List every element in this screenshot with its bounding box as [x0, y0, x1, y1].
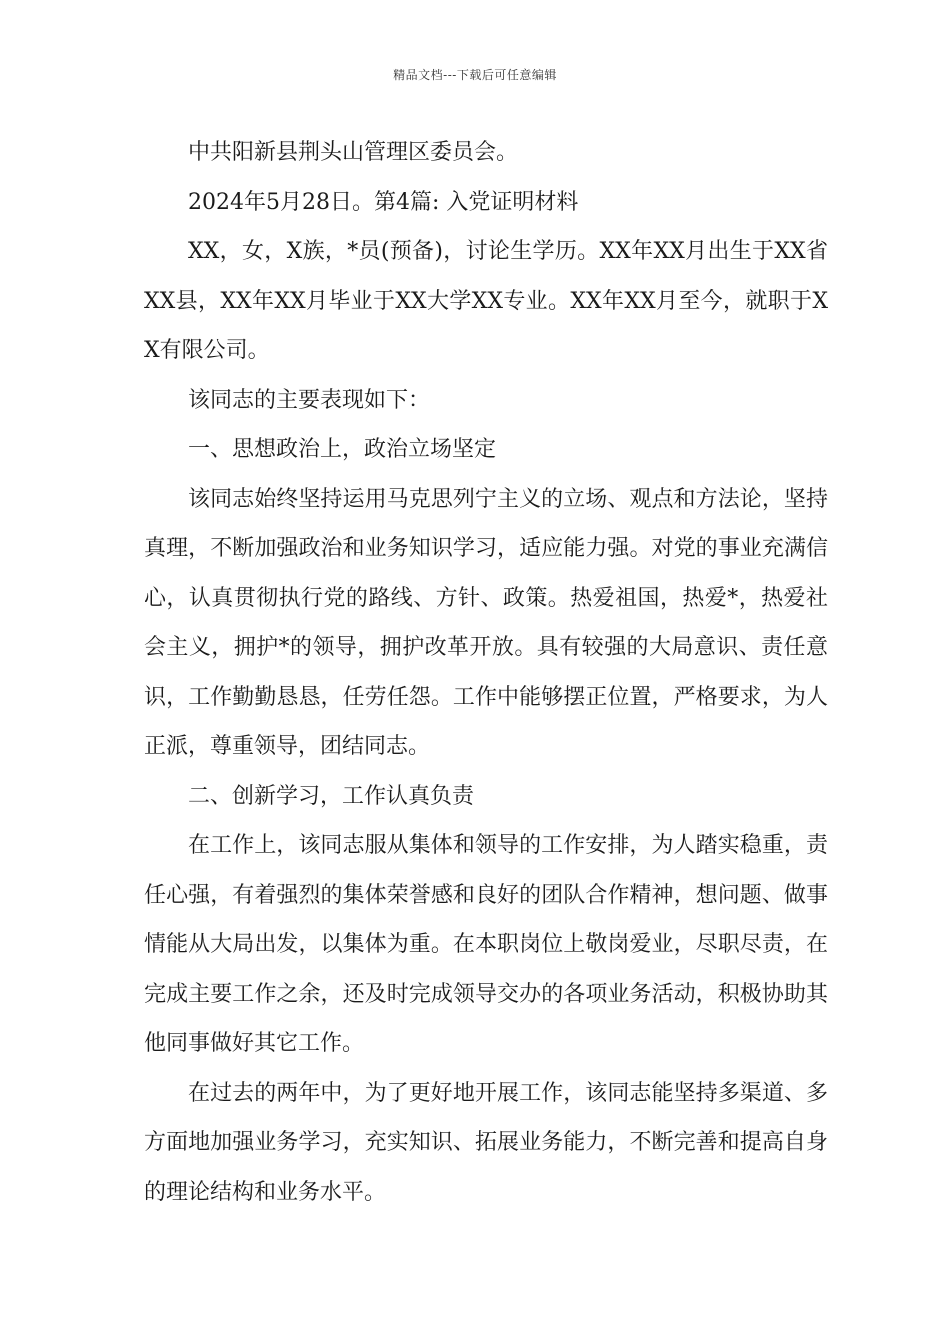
paragraph-political: 该同志始终坚持运用马克思列宁主义的立场、观点和方法论，坚持真理，不断加强政治和业务知识学习，适应能力强。对党的事业充满信心，认真贯彻执行党的路线、方针、政策。热爱祖国，热爱*，热爱社会主义，拥护*的领导，拥护改革开放。具有较强的大局意识、责任意识，工作勤勤恳恳，任劳任怨。工作中能够摆正位置，严格要求，为人正派，尊重领导，团结同志。	[144, 486, 828, 759]
document-body	[144, 128, 828, 1217]
paragraph-date-title: 2024年5月28日。第4篇: 入党证明材料	[188, 189, 579, 215]
paragraph-work: 在工作上，该同志服从集体和领导的工作安排，为人踏实稳重，责任心强，有着强烈的集体荣誉感和良好的团队合作精神，想问题、做事情能从大局出发，以集体为重。在本职岗位上敬岗爱业，尽职尽责，在完成主要工作之余，还及时完成领导交办的各项业务活动，积极协助其他同事做好其它工作。	[144, 833, 828, 1056]
paragraph-committee: 中共阳新县荆头山管理区委员会。	[188, 140, 519, 165]
paragraph-study: 在过去的两年中，为了更好地开展工作，该同志能坚持多渠道、多方面地加强业务学习，充实知识、拓展业务能力，不断完善和提高自身的理论结构和业务水平。	[144, 1080, 828, 1205]
section-heading-1: 一、思想政治上，政治立场坚定	[188, 437, 497, 462]
section-heading-2: 二、创新学习，工作认真负责	[188, 783, 475, 809]
page-header: 精品文档---下载后可任意编辑	[393, 68, 557, 82]
paragraph-profile: XX，女，X族，*员(预备)，讨论生学历。XX年XX月出生于XX省XX县，XX年XX月毕业于XX大学XX专业。XX年XX月至今，就职于XX有限公司。	[144, 239, 828, 363]
paragraph-intro: 该同志的主要表现如下：	[188, 387, 431, 413]
